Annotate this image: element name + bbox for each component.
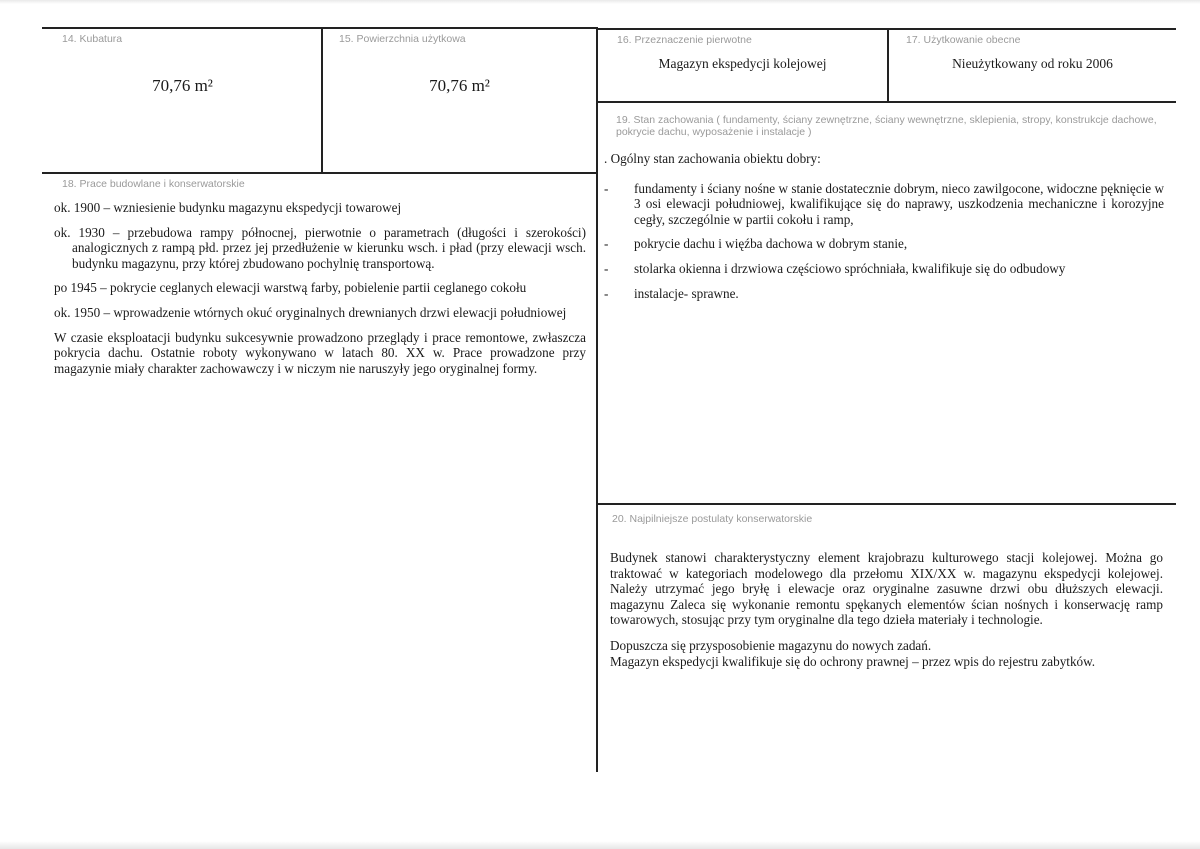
condition-item: [604, 181, 1164, 228]
field-17-value: Nieużytkowany od roku 2006: [952, 56, 1113, 71]
field-17-label: 17. Użytkowanie obecne: [906, 34, 1021, 46]
field-15-label: 15. Powierzchnia użytkowa: [339, 33, 466, 45]
condition-item-text: instalacje- sprawne.: [634, 285, 739, 301]
bullet-dash: -: [604, 285, 609, 301]
field-15-value: 70,76 m²: [429, 76, 490, 95]
bullet-dash: -: [604, 236, 609, 252]
section-18-body: [54, 200, 586, 385]
work-entry-1900: ok. 1900 – wzniesienie budynku magazynu ekspedycji towarowej: [54, 200, 402, 215]
border-below-14-15: [42, 172, 598, 174]
postulates-paragraph: Budynek stanowi charakterystyczny element krajobrazu kulturowego stacji kolejowej. Można go traktować w kategoriach modelowego dla przełomu XIX/XX w. magazynu ekspedycji kolejowej. Należy utrzymać jego bryłę i elewacje oraz oryginalne zasuwne drzwi obu dłuższych elewacji. magazynu Zaleca się wykonanie remontu spękanych elementów ścian nośnych i konserwację ramp towarowych, stosując przy tym oryginalne dla tego dzieła materiały i technologie.: [610, 550, 1163, 628]
work-entry-1950: ok. 1950 – wprowadzenie wtórnych okuć oryginalnych drewnianych drzwi elewacji południowej: [54, 304, 567, 320]
field-14-value: 70,76 m²: [152, 76, 213, 95]
section-19-body: [604, 151, 1164, 310]
condition-intro: . Ogólny stan zachowania obiektu dobry:: [604, 151, 821, 166]
divider-14-15: [321, 27, 323, 173]
field-14-label: 14. Kubatura: [62, 33, 123, 45]
border-above-20: [598, 503, 1176, 505]
legal-protection-line: Magazyn ekspedycji kwalifikuje się do ochrony prawnej – przez wpis do rejestru zabytków.: [610, 653, 1096, 669]
condition-item-text: pokrycie dachu i więźba dachowa w dobrym stanie,: [634, 236, 908, 252]
top-border-left: [42, 27, 596, 29]
bullet-dash: -: [604, 260, 609, 276]
field-16-value: Magazyn ekspedycji kolejowej: [658, 56, 827, 71]
adaptation-line: Dopuszcza się przysposobienie magazynu do nowych zadań.: [610, 637, 932, 653]
bullet-dash: -: [604, 180, 609, 196]
field-16-label: 16. Przeznaczenie pierwotne: [617, 34, 752, 46]
section-20-label: 20. Najpilniejsze postulaty konserwatorskie: [612, 513, 813, 525]
work-entry-1945: po 1945 – pokrycie ceglanych elewacji warstwą farby, pobielenie partii ceglanego cokołu: [54, 280, 527, 296]
work-summary-paragraph: W czasie eksploatacji budynku sukcesywnie prowadzono przeglądy i prace remontowe, zwłaszcza pokrycia dachu. Ostatnie roboty wykonywano w latach 80. XX w. Prace prowadzone przy magazynie miały charakter zachowawczy i w niczym nie naruszyły jego oryginalnej formy.: [54, 329, 586, 376]
condition-item: [604, 286, 1164, 302]
work-entry-1930: ok. 1930 – przebudowa rampy północnej, pierwotnie o parametrach (długości i szerokości) analogicznych z rampą płd. przez jej przedłużenie w kierunku wsch. i pład (przy elewacji wsch. budynku magazynu, przy której zbudowano pochylnię transportową.: [54, 224, 586, 271]
center-divider: [596, 27, 598, 772]
scan-top-edge: [0, 0, 1200, 4]
condition-item: [604, 261, 1164, 277]
condition-item-text: fundamenty i ściany nośne w stanie dostatecznie dobrym, nieco zawilgocone, widoczne pęknięcie w 3 osi elewacji południowej, kwalifikujące się do naprawy, uszkodzenia mechaniczne i korozyjne cegły, szczególnie w partii cokołu i ramp,: [634, 180, 1164, 227]
section-20-body: [610, 550, 1163, 669]
scan-bottom-edge: [0, 841, 1200, 849]
border-below-16-17: [598, 101, 1176, 103]
condition-item-text: stolarka okienna i drzwiowa częściowo spróchniała, kwalifikuje się do odbudowy: [634, 260, 1066, 276]
condition-item: [604, 236, 1164, 252]
section-18-label: 18. Prace budowlane i konserwatorskie: [62, 178, 245, 190]
section-19-label: 19. Stan zachowania ( fundamenty, ściany zewnętrzne, ściany wewnętrzne, sklepienia, stropy, konstrukcje dachowe, pokrycie dachu, wyposażenie i instalacje ): [616, 114, 1157, 138]
